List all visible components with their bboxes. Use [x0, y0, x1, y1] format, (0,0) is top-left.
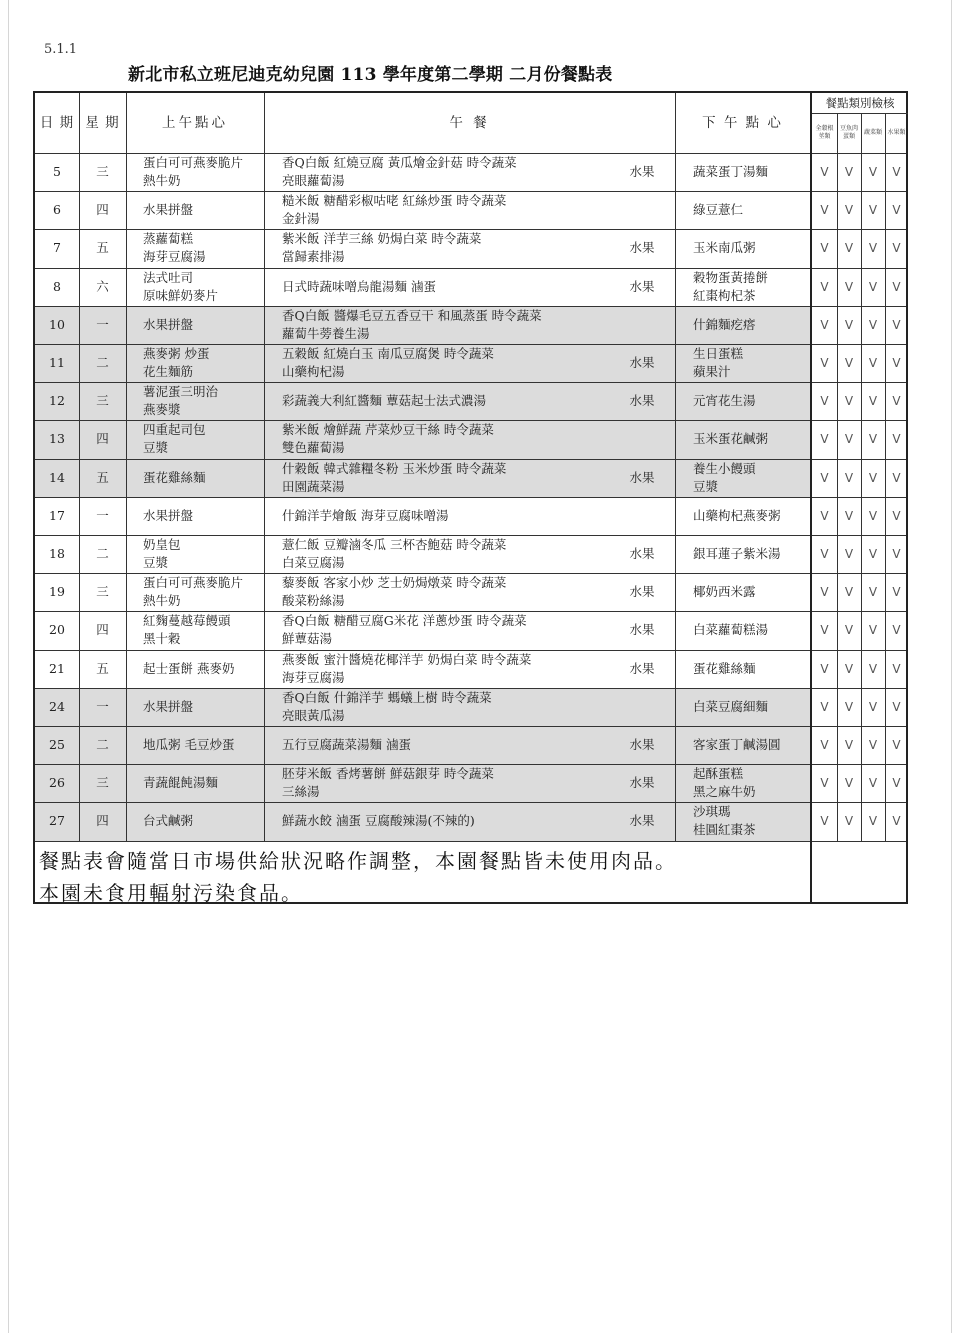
food-group-check: V: [868, 203, 878, 218]
morning-snack: [126, 268, 264, 306]
page-title: 新北市私立班尼迪克幼兒園 113 學年度第二學期 二月份餐點表: [128, 65, 613, 85]
morning-snack: [126, 306, 264, 344]
afternoon-snack: [675, 764, 810, 802]
morning-snack-line: 水果拼盤: [143, 507, 194, 523]
row-date: 7: [53, 240, 61, 256]
row-date: 25: [49, 737, 65, 753]
lunch-dishes-line: 紫米飯 燴鮮蔬 芹菜炒豆干絲 時令蔬菜: [282, 422, 494, 438]
row-date: 17: [49, 507, 65, 523]
food-group-check: V: [844, 394, 854, 409]
afternoon-snack-line: 白菜豆腐細麵: [693, 698, 769, 714]
food-group-check: V: [868, 661, 878, 676]
lunch-dishes-line: 什穀飯 韓式雜糧冬粉 玉米炒蛋 時令蔬菜: [282, 460, 507, 476]
lunch-fruit: 水果: [629, 240, 655, 256]
food-group-check: V: [868, 699, 878, 714]
afternoon-snack-line: 黑之麻牛奶: [693, 784, 756, 800]
afternoon-snack: [675, 191, 810, 229]
lunch-dishes-line: 香Q白飯 什錦洋芋 螞蟻上樹 時令蔬菜: [282, 689, 492, 705]
afternoon-snack-line: 玉米南瓜粥: [693, 240, 756, 256]
lunch-fruit: 水果: [629, 393, 655, 409]
lunch-dishes-line: 雙色蘿蔔湯: [282, 440, 345, 456]
afternoon-snack: [675, 420, 810, 458]
row-weekday: 三: [96, 164, 109, 180]
food-group-check: V: [868, 814, 878, 829]
food-group-check: V: [892, 776, 901, 791]
footnote: 本園未食用輻射污染食品。: [39, 880, 303, 905]
food-group-check: V: [892, 661, 901, 676]
row-weekday: 五: [96, 469, 109, 485]
food-group-check: V: [844, 432, 854, 447]
row-date: 20: [49, 622, 65, 638]
lunch-dishes: [264, 382, 604, 420]
row-weekday: 一: [96, 316, 109, 332]
header-check-grain: 全穀根莖類: [815, 125, 834, 140]
food-group-check: V: [868, 776, 878, 791]
food-group-check: V: [820, 470, 829, 485]
afternoon-snack-line: 山藥枸杞燕麥粥: [693, 507, 781, 523]
lunch-dishes-line: 彩蔬義大利紅醬麵 蕈菇起士法式濃湯: [282, 393, 486, 409]
morning-snack-line: 黑十穀: [143, 631, 181, 647]
header-weekday: 星 期: [85, 115, 120, 131]
morning-snack-line: 青蔬餛飩湯麵: [143, 775, 219, 791]
food-group-check: V: [844, 317, 854, 332]
document-code: 5.1.1: [44, 42, 78, 57]
lunch-dishes-line: 鮮蕈菇湯: [282, 631, 333, 647]
lunch-fruit: 水果: [629, 775, 655, 791]
food-group-check: V: [820, 165, 829, 180]
lunch-dishes-line: 香Q白飯 紅燒豆腐 黃瓜燴金針菇 時令蔬菜: [282, 155, 517, 171]
row-date: 18: [49, 546, 65, 562]
lunch-dishes-line: 糙米飯 糖醋彩椒咕咾 紅絲炒蛋 時令蔬菜: [282, 193, 507, 209]
food-group-check: V: [892, 165, 901, 180]
header-afternoon-snack: 下 午 點 心: [702, 115, 783, 131]
morning-snack-line: 豆漿: [143, 440, 169, 456]
row-date: 24: [49, 698, 65, 714]
afternoon-snack-line: 白菜蘿蔔糕湯: [693, 622, 769, 638]
lunch-dishes-line: 山藥枸杞湯: [282, 364, 345, 380]
lunch-dishes-line: 白菜豆腐湯: [282, 555, 345, 571]
afternoon-snack-line: 什錦麵疙瘩: [693, 316, 756, 332]
row-weekday: 四: [96, 622, 109, 638]
food-group-check: V: [892, 432, 901, 447]
row-weekday: 一: [96, 698, 109, 714]
morning-snack-line: 豆漿: [143, 555, 169, 571]
header-check-fruit: 水果類: [887, 129, 906, 136]
row-weekday: 六: [96, 278, 109, 294]
row-weekday: 一: [96, 507, 109, 523]
lunch-dishes-line: 田園蔬菜湯: [282, 478, 345, 494]
lunch-fruit: 水果: [629, 355, 655, 371]
food-group-check: V: [868, 165, 878, 180]
lunch-dishes: [264, 191, 604, 229]
lunch-dishes-line: 海芽豆腐湯: [282, 669, 345, 685]
food-group-check: V: [820, 585, 829, 600]
afternoon-snack: [675, 153, 810, 191]
lunch-dishes-line: 什錦洋芋燴飯 海芽豆腐味噌湯: [282, 507, 449, 523]
morning-snack-line: 蛋白可可燕麥脆片: [143, 575, 244, 591]
row-weekday: 五: [96, 660, 109, 676]
food-group-check: V: [820, 203, 829, 218]
food-group-check: V: [892, 585, 901, 600]
row-weekday: 二: [96, 737, 109, 753]
lunch-dishes-line: 五行豆腐蔬菜湯麵 滷蛋: [282, 737, 411, 753]
morning-snack: [126, 497, 264, 535]
food-group-check: V: [820, 547, 829, 562]
food-group-check: V: [868, 279, 878, 294]
food-group-check: V: [892, 241, 901, 256]
header-check-vegetable: 蔬菜類: [863, 129, 882, 136]
lunch-dishes-line: 三絲湯: [282, 784, 320, 800]
morning-snack: [126, 459, 264, 497]
row-weekday: 四: [96, 431, 109, 447]
lunch-dishes: [264, 764, 604, 802]
lunch-dishes-line: 鮮蔬水餃 滷蛋 豆腐酸辣湯(不辣的): [282, 813, 475, 829]
morning-snack: [126, 688, 264, 726]
morning-snack-line: 燕麥漿: [143, 402, 181, 418]
food-group-check: V: [868, 317, 878, 332]
lunch-dishes: [264, 420, 604, 458]
food-group-check: V: [892, 394, 901, 409]
header-check-group: 餐點類別檢核: [825, 96, 895, 110]
row-weekday: 五: [96, 240, 109, 256]
lunch-dishes-line: 薏仁飯 豆瓣滷冬瓜 三杯杏鮑菇 時令蔬菜: [282, 537, 507, 553]
lunch-dishes-line: 胚芽米飯 香烤薯餅 鮮菇銀芽 時令蔬菜: [282, 766, 494, 782]
lunch-dishes-line: 金針湯: [282, 211, 320, 227]
lunch-fruit: 水果: [629, 737, 655, 753]
lunch-dishes-line: 香Q白飯 醬爆毛豆五香豆干 和風蒸蛋 時令蔬菜: [282, 307, 542, 323]
morning-snack-line: 紅麴蔓越莓饅頭: [143, 613, 231, 629]
morning-snack-line: 水果拼盤: [143, 698, 194, 714]
row-date: 8: [53, 278, 61, 294]
afternoon-snack: [675, 611, 810, 649]
lunch-dishes: [264, 650, 604, 688]
lunch-dishes-line: 香Q白飯 糖醋豆腐G米花 洋蔥炒蛋 時令蔬菜: [282, 613, 527, 629]
morning-snack-line: 燕麥粥 炒蛋: [143, 346, 210, 362]
food-group-check: V: [820, 508, 829, 523]
food-group-check: V: [892, 814, 901, 829]
morning-snack-line: 水果拼盤: [143, 316, 194, 332]
food-group-check: V: [844, 661, 854, 676]
food-group-check: V: [844, 165, 854, 180]
morning-snack-line: 地瓜粥 毛豆炒蛋: [143, 737, 235, 753]
food-group-check: V: [892, 470, 901, 485]
afternoon-snack: [675, 382, 810, 420]
afternoon-snack: [675, 229, 810, 267]
lunch-dishes: [264, 344, 604, 382]
food-group-check: V: [892, 738, 901, 753]
afternoon-snack: [675, 344, 810, 382]
food-group-check: V: [868, 394, 878, 409]
lunch-dishes: [264, 573, 604, 611]
header-lunch: 午 餐: [449, 115, 490, 131]
afternoon-snack-line: 穀物蛋黃捲餅: [693, 269, 769, 285]
food-group-check: V: [820, 814, 829, 829]
food-group-check: V: [820, 623, 829, 638]
morning-snack: [126, 191, 264, 229]
check-header-divider: [812, 113, 908, 114]
morning-snack-line: 原味鮮奶麥片: [143, 287, 219, 303]
lunch-fruit: 水果: [629, 584, 655, 600]
food-group-check: V: [892, 547, 901, 562]
row-date: 10: [49, 316, 65, 332]
afternoon-snack-line: 養生小饅頭: [693, 460, 756, 476]
lunch-fruit: 水果: [629, 813, 655, 829]
lunch-fruit: 水果: [629, 469, 655, 485]
morning-snack-line: 水果拼盤: [143, 202, 194, 218]
lunch-fruit: 水果: [629, 546, 655, 562]
morning-snack-line: 熱牛奶: [143, 173, 181, 189]
lunch-dishes: [264, 535, 604, 573]
row-weekday: 三: [96, 393, 109, 409]
food-group-check: V: [820, 738, 829, 753]
morning-snack: [126, 420, 264, 458]
row-weekday: 三: [96, 775, 109, 791]
footnote: 餐點表會隨當日市場供給狀況略作調整，本園餐點皆未使用肉品。: [39, 848, 677, 873]
afternoon-snack-line: 生日蛋糕: [693, 346, 744, 362]
food-group-check: V: [844, 356, 854, 371]
afternoon-snack-line: 紅棗枸杞茶: [693, 287, 756, 303]
lunch-dishes-line: 當歸素排湯: [282, 249, 345, 265]
food-group-check: V: [844, 776, 854, 791]
row-weekday: 二: [96, 355, 109, 371]
morning-snack: [126, 573, 264, 611]
food-group-check: V: [844, 508, 854, 523]
food-group-check: V: [892, 356, 901, 371]
header-check-protein: 豆魚肉蛋類: [840, 125, 859, 140]
food-group-check: V: [892, 623, 901, 638]
food-group-check: V: [868, 623, 878, 638]
food-group-check: V: [892, 203, 901, 218]
morning-snack-line: 花生麵筋: [143, 364, 194, 380]
lunch-fruit: [615, 306, 669, 344]
morning-snack-line: 蛋白可可燕麥脆片: [143, 155, 244, 171]
morning-snack: [126, 611, 264, 649]
morning-snack-line: 熱牛奶: [143, 593, 181, 609]
row-weekday: 三: [96, 584, 109, 600]
row-date: 6: [53, 202, 61, 218]
food-group-check: V: [844, 547, 854, 562]
afternoon-snack-line: 蔬菜蛋丁湯麵: [693, 164, 769, 180]
morning-snack: [126, 650, 264, 688]
row-date: 13: [49, 431, 65, 447]
afternoon-snack-line: 元宵花生湯: [693, 393, 756, 409]
lunch-dishes: [264, 688, 604, 726]
lunch-fruit: [615, 497, 669, 535]
afternoon-snack: [675, 573, 810, 611]
lunch-dishes-line: 五穀飯 紅燒白玉 南瓜豆腐煲 時令蔬菜: [282, 346, 494, 362]
afternoon-snack-line: 蘋果汁: [693, 364, 731, 380]
lunch-dishes: [264, 726, 604, 764]
morning-snack: [126, 344, 264, 382]
morning-snack-line: 法式吐司: [143, 269, 194, 285]
food-group-check: V: [844, 585, 854, 600]
menu-table: [33, 91, 908, 904]
food-group-check: V: [868, 508, 878, 523]
morning-snack: [126, 382, 264, 420]
lunch-dishes: [264, 497, 604, 535]
header-date: 日 期: [39, 115, 75, 131]
morning-snack: [126, 726, 264, 764]
food-group-check: V: [844, 241, 854, 256]
row-date: 11: [49, 355, 65, 371]
afternoon-snack-line: 椰奶西米露: [693, 584, 756, 600]
food-group-check: V: [844, 814, 854, 829]
row-date: 5: [53, 164, 61, 180]
lunch-fruit: 水果: [629, 278, 655, 294]
food-group-check: V: [892, 508, 901, 523]
lunch-fruit: [615, 420, 669, 458]
morning-snack-line: 台式鹹粥: [143, 813, 194, 829]
morning-snack-line: 海芽豆腐湯: [143, 249, 206, 265]
row-date: 21: [49, 660, 65, 676]
lunch-dishes: [264, 802, 604, 840]
food-group-check: V: [868, 432, 878, 447]
lunch-dishes: [264, 153, 604, 191]
afternoon-snack: [675, 688, 810, 726]
food-group-check: V: [868, 585, 878, 600]
food-group-check: V: [820, 241, 829, 256]
food-group-check: V: [868, 738, 878, 753]
row-weekday: 二: [96, 546, 109, 562]
afternoon-snack: [675, 459, 810, 497]
food-group-check: V: [820, 356, 829, 371]
row-date: 27: [49, 813, 65, 829]
morning-snack: [126, 153, 264, 191]
food-group-check: V: [820, 776, 829, 791]
row-date: 26: [49, 775, 65, 791]
afternoon-snack: [675, 497, 810, 535]
morning-snack-line: 蛋花雞絲麵: [143, 469, 206, 485]
lunch-dishes-line: 燕麥飯 蜜汁醬燒花椰洋芋 奶焗白菜 時令蔬菜: [282, 651, 532, 667]
lunch-fruit: [615, 688, 669, 726]
lunch-fruit: 水果: [629, 660, 655, 676]
food-group-check: V: [820, 317, 829, 332]
morning-snack-line: 蒸蘿蔔糕: [143, 231, 194, 247]
row-divider: [35, 841, 906, 842]
morning-snack: [126, 535, 264, 573]
row-weekday: 四: [96, 202, 109, 218]
food-group-check: V: [844, 738, 854, 753]
food-group-check: V: [844, 203, 854, 218]
food-group-check: V: [868, 241, 878, 256]
food-group-check: V: [892, 279, 901, 294]
afternoon-snack: [675, 650, 810, 688]
afternoon-snack: [675, 802, 810, 840]
afternoon-snack: [675, 306, 810, 344]
row-weekday: 四: [96, 813, 109, 829]
morning-snack: [126, 229, 264, 267]
lunch-dishes: [264, 459, 604, 497]
afternoon-snack: [675, 726, 810, 764]
morning-snack: [126, 802, 264, 840]
afternoon-snack-line: 起酥蛋糕: [693, 766, 744, 782]
food-group-check: V: [844, 470, 854, 485]
afternoon-snack-line: 沙琪瑪: [693, 804, 731, 820]
afternoon-snack-line: 客家蛋丁鹹湯圓: [693, 737, 781, 753]
food-group-check: V: [868, 470, 878, 485]
morning-snack-line: 薯泥蛋三明治: [143, 384, 219, 400]
food-group-check: V: [892, 699, 901, 714]
lunch-fruit: 水果: [629, 622, 655, 638]
lunch-dishes-line: 紫米飯 洋芋三絲 奶焗白菜 時令蔬菜: [282, 231, 482, 247]
afternoon-snack: [675, 268, 810, 306]
lunch-dishes-line: 亮眼蘿蔔湯: [282, 173, 345, 189]
morning-snack-line: 起士蛋餅 燕麥奶: [143, 660, 235, 676]
header-morning-snack: 上午點心: [162, 115, 228, 131]
food-group-check: V: [868, 547, 878, 562]
lunch-dishes: [264, 268, 604, 306]
lunch-dishes: [264, 306, 604, 344]
morning-snack-line: 四重起司包: [143, 422, 206, 438]
afternoon-snack-line: 玉米蛋花鹹粥: [693, 431, 769, 447]
morning-snack: [126, 764, 264, 802]
row-date: 12: [49, 393, 65, 409]
food-group-check: V: [820, 661, 829, 676]
food-group-check: V: [820, 279, 829, 294]
lunch-dishes-line: 酸菜粉絲湯: [282, 593, 345, 609]
food-group-check: V: [844, 623, 854, 638]
lunch-dishes: [264, 229, 604, 267]
afternoon-snack-line: 綠豆薏仁: [693, 202, 744, 218]
lunch-dishes: [264, 611, 604, 649]
food-group-check: V: [892, 317, 901, 332]
lunch-dishes-line: 日式時蔬味噌烏龍湯麵 滷蛋: [282, 278, 436, 294]
afternoon-snack-line: 銀耳蓮子紫米湯: [693, 546, 781, 562]
food-group-check: V: [844, 279, 854, 294]
food-group-check: V: [820, 394, 829, 409]
afternoon-snack-line: 桂圓紅棗茶: [693, 822, 756, 838]
food-group-check: V: [844, 699, 854, 714]
morning-snack-line: 奶皇包: [143, 537, 181, 553]
lunch-dishes-line: 亮眼黃瓜湯: [282, 707, 345, 723]
lunch-dishes-line: 蘿蔔牛蒡養生湯: [282, 325, 370, 341]
food-group-check: V: [820, 432, 829, 447]
afternoon-snack-line: 豆漿: [693, 478, 719, 494]
lunch-fruit: [615, 191, 669, 229]
afternoon-snack-line: 蛋花雞絲麵: [693, 660, 756, 676]
lunch-dishes-line: 藜麥飯 客家小炒 芝士奶焗燉菜 時令蔬菜: [282, 575, 507, 591]
food-group-check: V: [820, 699, 829, 714]
afternoon-snack: [675, 535, 810, 573]
row-date: 14: [49, 469, 65, 485]
lunch-fruit: 水果: [629, 164, 655, 180]
row-date: 19: [49, 584, 65, 600]
food-group-check: V: [868, 356, 878, 371]
